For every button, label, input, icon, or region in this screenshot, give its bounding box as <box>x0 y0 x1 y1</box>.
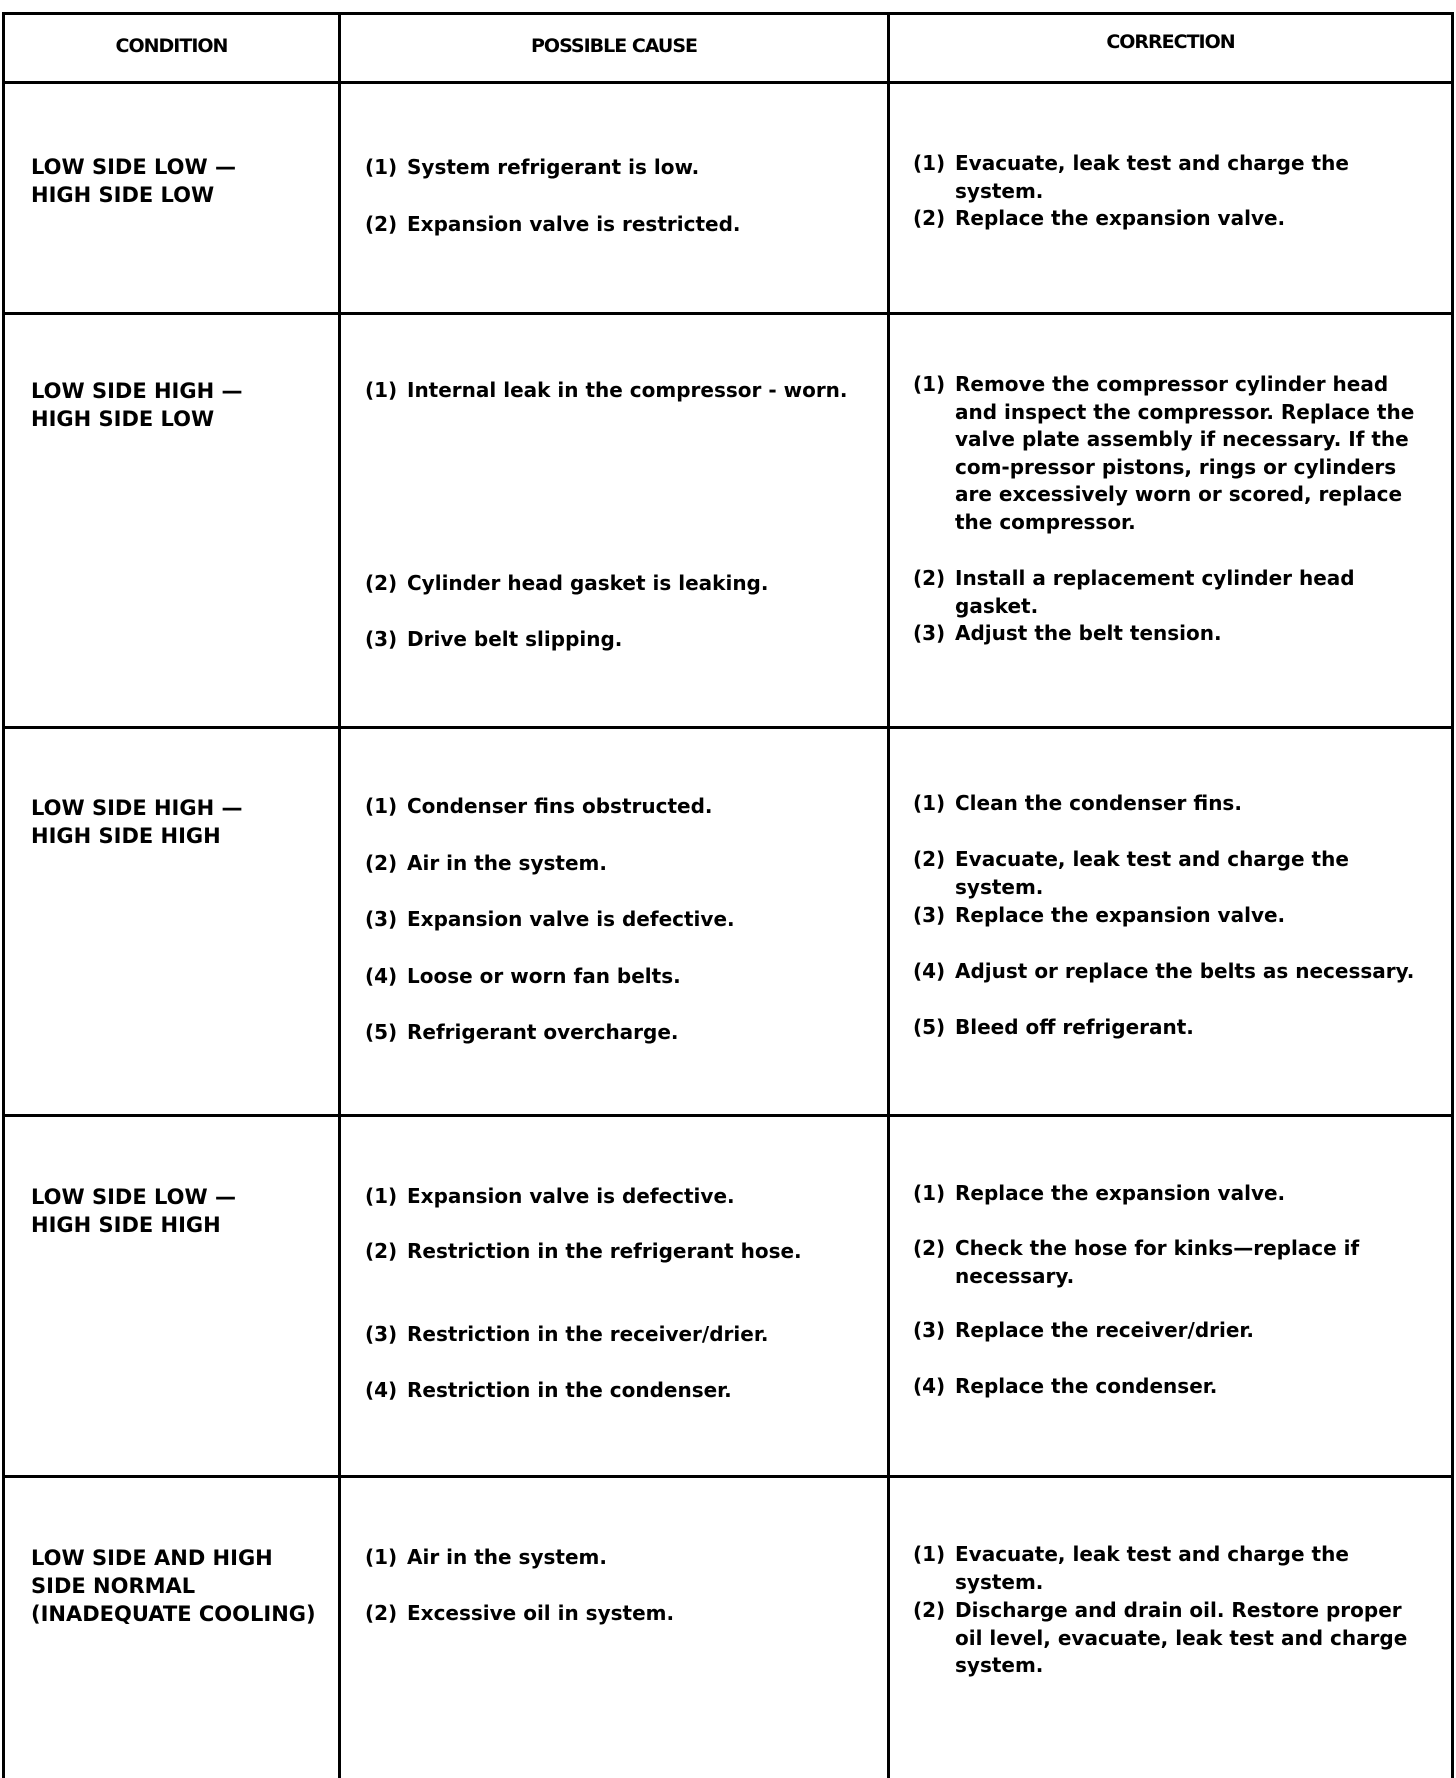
correction-item: (4) Adjust or replace the belts as necessary. <box>913 959 1415 983</box>
cause-item: (1) System refrigerant is low. <box>365 155 700 179</box>
cause-item: (2) Excessive oil in system. <box>365 1601 675 1625</box>
correction-item: (1) Remove the compressor cylinder head and inspect the compressor. Replace the valve plate assembly if necessary. If the com-pressor pistons, rings or cylinders are excessively worn or scored, replace the compressor. <box>913 372 1415 534</box>
correction-item: (3) Replace the expansion valve. <box>913 903 1286 927</box>
correction-item: (2) Discharge and drain oil. Restore proper oil level, evacuate, leak test and charge system. <box>913 1598 1408 1677</box>
cause-item: (1) Internal leak in the compressor - worn. <box>365 378 848 402</box>
row-divider <box>5 1475 1451 1478</box>
correction-item: (4) Replace the condenser. <box>913 1374 1218 1398</box>
cause-item: (4) Restriction in the condenser. <box>365 1378 732 1402</box>
cause-item: (2) Expansion valve is restricted. <box>365 212 741 236</box>
header-condition: CONDITION <box>115 35 228 57</box>
column-divider <box>887 15 890 1778</box>
cause-item: (2) Cylinder head gasket is leaking. <box>365 571 769 595</box>
cause-item: (2) Restriction in the refrigerant hose. <box>365 1239 802 1263</box>
cause-item: (3) Restriction in the receiver/drier. <box>365 1322 769 1346</box>
row-divider <box>5 1114 1451 1117</box>
correction-item: (2) Install a replacement cylinder head gasket. <box>913 566 1355 618</box>
troubleshooting-table <box>2 12 1454 1778</box>
cause-item: (1) Air in the system. <box>365 1545 607 1569</box>
correction-item: (3) Adjust the belt tension. <box>913 621 1222 645</box>
cause-item: (2) Air in the system. <box>365 851 607 875</box>
correction-item: (1) Replace the expansion valve. <box>913 1181 1286 1205</box>
correction-item: (3) Replace the receiver/drier. <box>913 1318 1255 1342</box>
correction-item: (1) Evacuate, leak test and charge the system. <box>913 151 1349 203</box>
header-possible-cause: POSSIBLE CAUSE <box>531 35 697 57</box>
correction-item: (2) Evacuate, leak test and charge the system. <box>913 847 1349 899</box>
cause-item: (3) Drive belt slipping. <box>365 627 623 651</box>
cause-item: (1) Condenser fins obstructed. <box>365 794 713 818</box>
correction-item: (1) Clean the condenser fins. <box>913 791 1242 815</box>
condition-cell: LOW SIDE LOW — HIGH SIDE HIGH <box>31 1185 236 1237</box>
condition-cell: LOW SIDE AND HIGH SIDE NORMAL (INADEQUATE COOLING) <box>31 1546 316 1626</box>
row-divider <box>5 81 1451 84</box>
correction-item: (2) Replace the expansion valve. <box>913 206 1286 230</box>
condition-cell: LOW SIDE HIGH — HIGH SIDE HIGH <box>31 796 243 848</box>
row-divider <box>5 312 1451 315</box>
cause-item: (4) Loose or worn fan belts. <box>365 964 681 988</box>
cause-item: (1) Expansion valve is defective. <box>365 1184 735 1208</box>
correction-item: (2) Check the hose for kinks—replace if necessary. <box>913 1236 1360 1288</box>
condition-cell: LOW SIDE HIGH — HIGH SIDE LOW <box>31 379 243 431</box>
cause-item: (5) Refrigerant overcharge. <box>365 1020 679 1044</box>
cause-item: (3) Expansion valve is defective. <box>365 907 735 931</box>
header-correction: CORRECTION <box>1106 31 1235 53</box>
correction-item: (1) Evacuate, leak test and charge the system. <box>913 1542 1349 1594</box>
column-divider <box>338 15 341 1778</box>
condition-cell: LOW SIDE LOW — HIGH SIDE LOW <box>31 155 236 207</box>
correction-item: (5) Bleed off refrigerant. <box>913 1015 1194 1039</box>
row-divider <box>5 726 1451 729</box>
